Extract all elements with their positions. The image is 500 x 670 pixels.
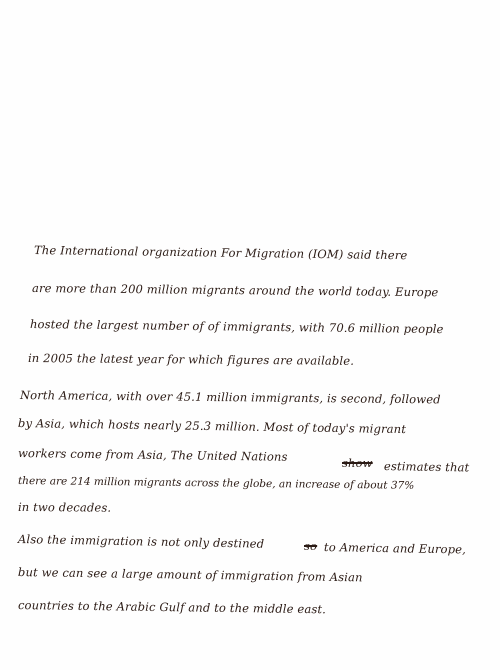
- handwritten-line: in two decades.: [17, 500, 112, 515]
- handwritten-line: estimates that: [383, 459, 470, 475]
- handwritten-line: by Asia, which hosts nearly 25.3 million. Most of today's migrant: [17, 416, 407, 437]
- handwritten-line: are more than 200 million migrants around the world today. Europe: [31, 281, 439, 300]
- struck-out-word: so: [304, 539, 318, 553]
- handwritten-line: Also the immigration is not only destined: [17, 532, 265, 551]
- struck-out-word: show: [342, 456, 373, 470]
- handwritten-line: hosted the largest number of of immigrants, with 70.6 million people: [29, 317, 444, 337]
- handwritten-line: The International organization For Migration (IOM) said there: [33, 243, 408, 263]
- handwritten-line: countries to the Arabic Gulf and to the middle east.: [17, 598, 327, 617]
- handwritten-line: there are 214 million migrants across the globe, an increase of about 37%: [17, 475, 415, 492]
- handwritten-line: but we can see a large amount of immigration from Asian: [17, 565, 363, 585]
- handwritten-line: in 2005 the latest year for which figures are available.: [27, 351, 355, 368]
- handwritten-line: workers come from Asia, The United Nations: [17, 446, 288, 464]
- handwritten-line: to America and Europe,: [323, 540, 467, 557]
- handwritten-line: North America, with over 45.1 million immigrants, is second, followed: [19, 388, 441, 407]
